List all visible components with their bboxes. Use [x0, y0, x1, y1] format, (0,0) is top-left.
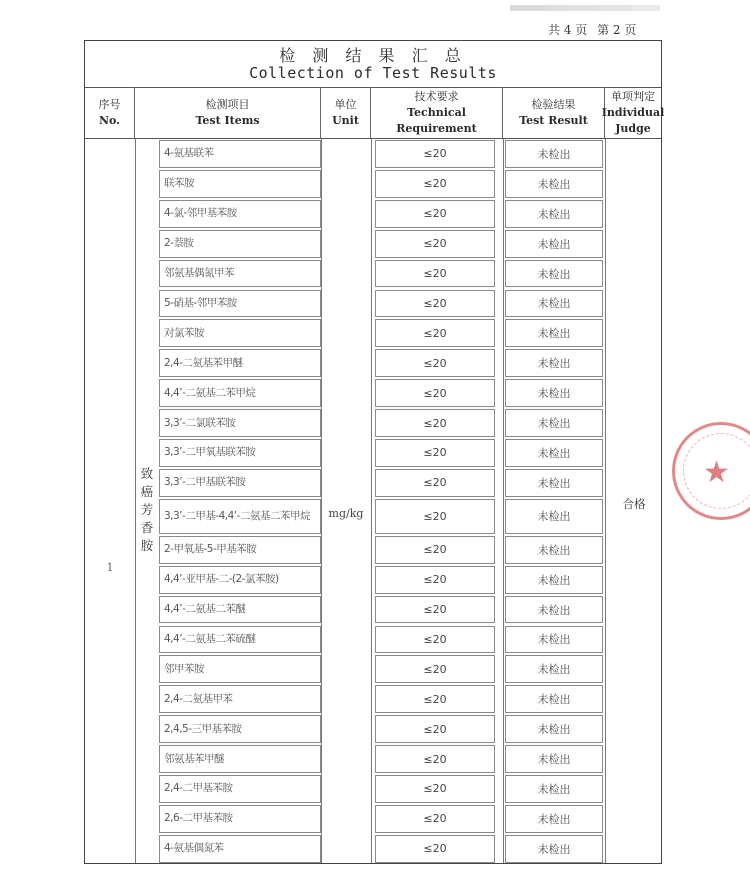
requirement-cell: ≤20 [375, 536, 495, 564]
result-cell: 未检出 [505, 319, 603, 347]
result-cell: 未检出 [505, 655, 603, 683]
result-cell: 未检出 [505, 805, 603, 833]
title-zh: 检 测 结 果 汇 总 [279, 46, 467, 65]
requirement-cell: ≤20 [375, 260, 495, 288]
result-cell: 未检出 [505, 596, 603, 624]
header-req-en2: Requirement [396, 121, 477, 135]
result-cell: 未检出 [505, 835, 603, 863]
test-item-cell: 2,4,5-三甲基苯胺 [159, 715, 321, 743]
test-item-cell: 3,3’-二氯联苯胺 [159, 409, 321, 437]
requirement-cell: ≤20 [375, 499, 495, 534]
group-seq: 1 [106, 561, 114, 574]
results-table [84, 40, 665, 864]
result-cell: 未检出 [505, 379, 603, 407]
test-item-cell: 4-氨基联苯 [159, 140, 321, 168]
header-result [503, 87, 605, 139]
star-icon: ★ [703, 455, 730, 490]
title-en: Collection of Test Results [249, 64, 497, 82]
requirement-cell: ≤20 [375, 775, 495, 803]
result-cell: 未检出 [505, 140, 603, 168]
test-item-cell: 2,4-二氨基苯甲醚 [159, 349, 321, 377]
header-judge-en2: Judge [615, 121, 651, 135]
result-cell: 未检出 [505, 499, 603, 534]
requirement-cell: ≤20 [375, 349, 495, 377]
divider-req [503, 139, 504, 863]
header-judge [601, 87, 665, 139]
test-item-cell: 邻甲苯胺 [159, 655, 321, 683]
page-current: 第 2 页 [597, 23, 637, 37]
requirement-cell: ≤20 [375, 379, 495, 407]
requirement-cell: ≤20 [375, 655, 495, 683]
divider-item [321, 139, 322, 863]
requirement-cell: ≤20 [375, 685, 495, 713]
category-char: 癌 [140, 484, 154, 499]
result-cell: 未检出 [505, 626, 603, 654]
header-res-en: Test Result [519, 113, 588, 127]
divider-seq [135, 139, 136, 863]
requirement-cell: ≤20 [375, 290, 495, 318]
header-unit-en: Unit [332, 113, 359, 127]
test-item-cell: 2-甲氧基-5-甲基苯胺 [159, 536, 321, 564]
result-cell: 未检出 [505, 685, 603, 713]
result-cell: 未检出 [505, 409, 603, 437]
test-item-cell: 5-硝基-邻甲苯胺 [159, 290, 321, 318]
requirement-cell: ≤20 [375, 319, 495, 347]
requirement-cell: ≤20 [375, 835, 495, 863]
test-item-cell: 3,3’-二甲氧基联苯胺 [159, 439, 321, 467]
result-cell: 未检出 [505, 290, 603, 318]
divider-unit [371, 139, 372, 863]
header-judge-en1: Individual [601, 105, 665, 119]
test-item-cell: 2-萘胺 [159, 230, 321, 258]
requirement-cell: ≤20 [375, 469, 495, 497]
requirement-cell: ≤20 [375, 439, 495, 467]
requirement-cell: ≤20 [375, 596, 495, 624]
category-char: 香 [140, 520, 154, 535]
test-item-cell: 邻氨基偶氮甲苯 [159, 260, 321, 288]
requirement-cell: ≤20 [375, 200, 495, 228]
result-cell: 未检出 [505, 775, 603, 803]
requirement-cell: ≤20 [375, 626, 495, 654]
result-cell: 未检出 [505, 715, 603, 743]
header-item [135, 87, 321, 139]
test-item-cell: 邻氨基苯甲醚 [159, 745, 321, 773]
test-item-cell: 2,4-二氨基甲苯 [159, 685, 321, 713]
test-item-cell: 2,6-二甲基苯胺 [159, 805, 321, 833]
test-item-cell: 4,4’-二氨基二苯硫醚 [159, 626, 321, 654]
requirement-cell: ≤20 [375, 140, 495, 168]
group-category [137, 465, 157, 555]
result-cell: 未检出 [505, 745, 603, 773]
requirement-cell: ≤20 [375, 170, 495, 198]
red-seal-stamp [672, 422, 750, 520]
test-item-cell: 联苯胺 [159, 170, 321, 198]
result-cell: 未检出 [505, 230, 603, 258]
test-item-cell: 4-氨基偶氮苯 [159, 835, 321, 863]
header-item-zh: 检测项目 [205, 97, 250, 111]
test-item-cell: 4-氯-邻甲基苯胺 [159, 200, 321, 228]
table-title [85, 41, 661, 88]
requirement-cell: ≤20 [375, 566, 495, 594]
group-judge: 合格 [622, 497, 646, 511]
header-judge-zh: 单项判定 [611, 89, 655, 103]
result-cell: 未检出 [505, 349, 603, 377]
page-total: 共 4 页 [548, 23, 588, 37]
header-seq-en: No. [98, 113, 121, 127]
result-cell: 未检出 [505, 170, 603, 198]
test-item-cell: 4,4’-亚甲基-二-(2-氯苯胺) [159, 566, 321, 594]
category-char: 致 [140, 466, 154, 481]
requirement-cell: ≤20 [375, 715, 495, 743]
result-cell: 未检出 [505, 536, 603, 564]
header-unit-zh: 单位 [334, 97, 357, 111]
header-req-en1: Technical [407, 105, 466, 119]
header-requirement [371, 87, 503, 139]
test-item-cell: 2,4-二甲基苯胺 [159, 775, 321, 803]
test-item-cell: 3,3’-二甲基-4,4’-二氨基二苯甲烷 [159, 499, 321, 534]
result-cell: 未检出 [505, 566, 603, 594]
test-item-cell: 3,3’-二甲基联苯胺 [159, 469, 321, 497]
category-char: 芳 [140, 502, 154, 517]
requirement-cell: ≤20 [375, 230, 495, 258]
header-unit [321, 87, 371, 139]
header-seq [85, 87, 135, 139]
header-req-zh: 技术要求 [414, 89, 459, 103]
page-info [548, 21, 642, 38]
header-res-zh: 检验结果 [531, 97, 576, 111]
test-item-cell: 4,4’-二氨基二苯甲烷 [159, 379, 321, 407]
category-char: 胺 [140, 538, 154, 553]
result-cell: 未检出 [505, 260, 603, 288]
requirement-cell: ≤20 [375, 745, 495, 773]
requirement-cell: ≤20 [375, 409, 495, 437]
group-unit: mg/kg [328, 507, 364, 520]
test-item-cell: 对氯苯胺 [159, 319, 321, 347]
test-item-cell: 4,4’-二氨基二苯醚 [159, 596, 321, 624]
header-item-en: Test Items [195, 113, 260, 127]
result-cell: 未检出 [505, 469, 603, 497]
redacted-report-number [510, 5, 660, 11]
result-cell: 未检出 [505, 200, 603, 228]
requirement-cell: ≤20 [375, 805, 495, 833]
result-cell: 未检出 [505, 439, 603, 467]
header-seq-zh: 序号 [98, 97, 121, 111]
